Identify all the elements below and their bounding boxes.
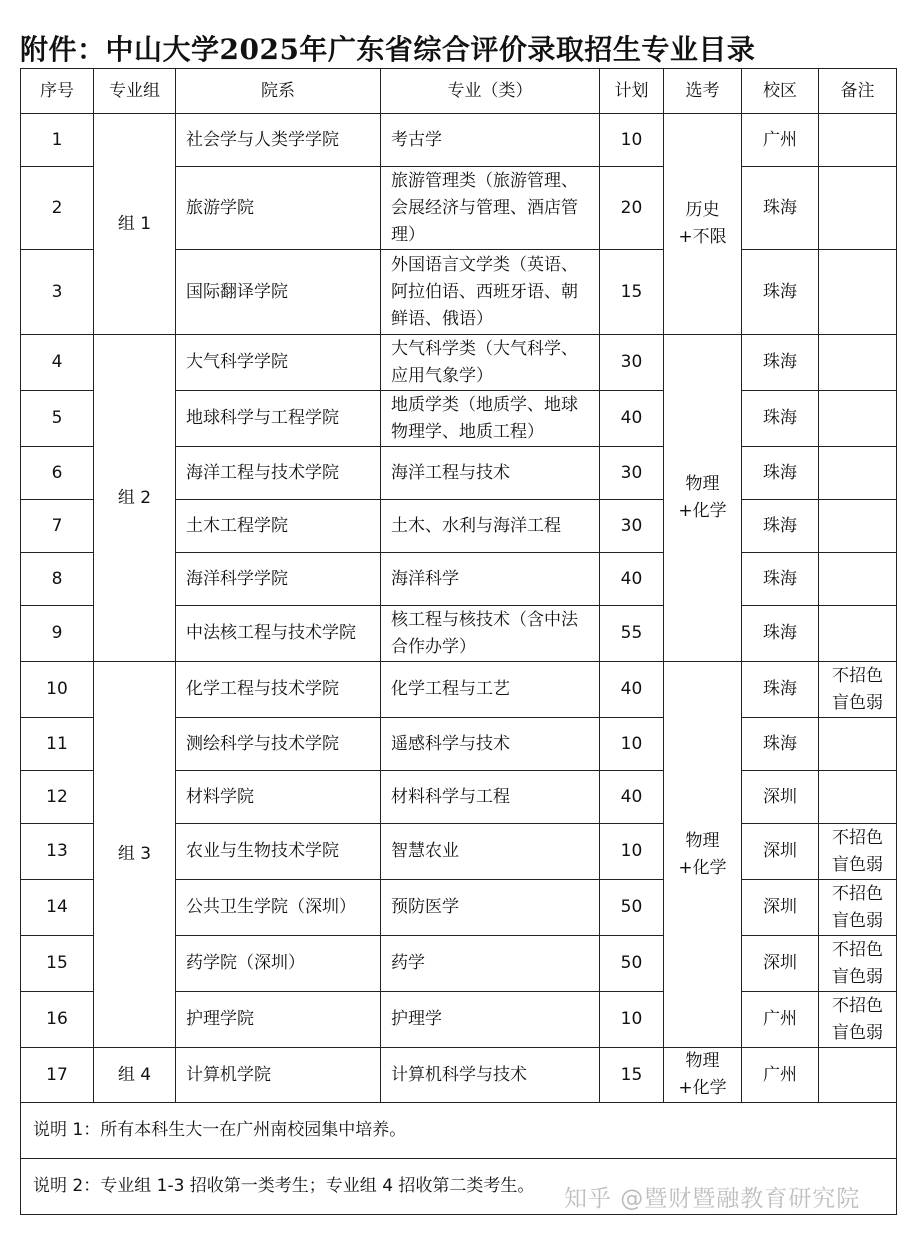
header-plan: 计划 — [600, 69, 664, 114]
note-row — [21, 1103, 897, 1159]
row-campus: 深圳 — [742, 824, 819, 880]
row-dept: 地球科学与工程学院 — [176, 391, 381, 447]
note-2: 说明 2：专业组 1-3 招收第一类考生；专业组 4 招收第二类考生。 — [21, 1159, 897, 1215]
row-major: 智慧农业 — [381, 824, 600, 880]
row-campus: 深圳 — [742, 936, 819, 992]
subjects-cell: 历史+不限 — [664, 114, 742, 335]
row-no: 12 — [21, 771, 94, 824]
row-campus: 珠海 — [742, 335, 819, 391]
row-campus: 珠海 — [742, 250, 819, 335]
row-plan: 40 — [600, 662, 664, 718]
row-major: 土木、水利与海洋工程 — [381, 500, 600, 553]
row-plan: 55 — [600, 606, 664, 662]
row-plan: 40 — [600, 553, 664, 606]
row-dept: 社会学与人类学学院 — [176, 114, 381, 167]
row-remark: 不招色盲色弱 — [819, 936, 897, 992]
row-major: 旅游管理类（旅游管理、会展经济与管理、酒店管理） — [381, 167, 600, 250]
row-plan: 10 — [600, 718, 664, 771]
row-major: 药学 — [381, 936, 600, 992]
row-remark: 不招色盲色弱 — [819, 662, 897, 718]
row-plan: 40 — [600, 771, 664, 824]
row-plan: 50 — [600, 880, 664, 936]
table-header-row — [21, 69, 897, 114]
row-campus: 珠海 — [742, 391, 819, 447]
row-campus: 珠海 — [742, 500, 819, 553]
group-cell: 组 2 — [94, 335, 176, 662]
header-major: 专业（类） — [381, 69, 600, 114]
row-remark — [819, 391, 897, 447]
row-remark — [819, 447, 897, 500]
watermark: 知乎 @暨财暨融教育研究院 — [564, 1186, 861, 1212]
row-major: 核工程与核技术（含中法合作办学） — [381, 606, 600, 662]
row-dept: 旅游学院 — [176, 167, 381, 250]
row-major: 材料科学与工程 — [381, 771, 600, 824]
row-dept: 农业与生物技术学院 — [176, 824, 381, 880]
row-no: 2 — [21, 167, 94, 250]
row-dept: 护理学院 — [176, 992, 381, 1048]
row-remark — [819, 718, 897, 771]
header-campus: 校区 — [742, 69, 819, 114]
row-plan: 10 — [600, 992, 664, 1048]
row-major: 海洋科学 — [381, 553, 600, 606]
row-dept: 公共卫生学院（深圳） — [176, 880, 381, 936]
row-no: 10 — [21, 662, 94, 718]
row-no: 1 — [21, 114, 94, 167]
row-remark — [819, 250, 897, 335]
header-subjects: 选考 — [664, 69, 742, 114]
row-remark — [819, 771, 897, 824]
row-no: 13 — [21, 824, 94, 880]
major-catalog-table — [20, 68, 897, 1215]
row-plan: 40 — [600, 391, 664, 447]
row-campus: 珠海 — [742, 447, 819, 500]
row-no: 8 — [21, 553, 94, 606]
row-remark — [819, 606, 897, 662]
row-major: 预防医学 — [381, 880, 600, 936]
subjects-cell: 物理+化学 — [664, 335, 742, 662]
header-remark: 备注 — [819, 69, 897, 114]
row-remark: 不招色盲色弱 — [819, 992, 897, 1048]
row-plan: 30 — [600, 447, 664, 500]
row-remark — [819, 553, 897, 606]
row-dept: 国际翻译学院 — [176, 250, 381, 335]
row-no: 17 — [21, 1048, 94, 1103]
subjects-cell: 物理+化学 — [664, 662, 742, 1048]
header-dept: 院系 — [176, 69, 381, 114]
row-no: 5 — [21, 391, 94, 447]
row-remark — [819, 335, 897, 391]
row-dept: 测绘科学与技术学院 — [176, 718, 381, 771]
row-no: 7 — [21, 500, 94, 553]
row-campus: 珠海 — [742, 553, 819, 606]
row-dept: 化学工程与技术学院 — [176, 662, 381, 718]
row-no: 15 — [21, 936, 94, 992]
row-campus: 珠海 — [742, 662, 819, 718]
row-remark — [819, 500, 897, 553]
row-no: 16 — [21, 992, 94, 1048]
row-plan: 50 — [600, 936, 664, 992]
row-no: 4 — [21, 335, 94, 391]
row-major: 遥感科学与技术 — [381, 718, 600, 771]
row-dept: 海洋科学学院 — [176, 553, 381, 606]
row-major: 外国语言文学类（英语、阿拉伯语、西班牙语、朝鲜语、俄语） — [381, 250, 600, 335]
row-campus: 广州 — [742, 114, 819, 167]
row-dept: 药学院（深圳） — [176, 936, 381, 992]
row-dept: 材料学院 — [176, 771, 381, 824]
row-campus: 广州 — [742, 992, 819, 1048]
header-no: 序号 — [21, 69, 94, 114]
group-cell: 组 3 — [94, 662, 176, 1048]
row-plan: 30 — [600, 500, 664, 553]
row-dept: 大气科学学院 — [176, 335, 381, 391]
row-dept: 海洋工程与技术学院 — [176, 447, 381, 500]
row-no: 11 — [21, 718, 94, 771]
row-no: 6 — [21, 447, 94, 500]
row-major: 考古学 — [381, 114, 600, 167]
group-cell: 组 4 — [94, 1048, 176, 1103]
row-campus: 深圳 — [742, 771, 819, 824]
row-no: 9 — [21, 606, 94, 662]
row-dept: 中法核工程与技术学院 — [176, 606, 381, 662]
row-no: 14 — [21, 880, 94, 936]
table-row — [21, 335, 897, 391]
row-campus: 珠海 — [742, 167, 819, 250]
row-campus: 珠海 — [742, 718, 819, 771]
row-major: 化学工程与工艺 — [381, 662, 600, 718]
row-plan: 30 — [600, 335, 664, 391]
note-1: 说明 1：所有本科生大一在广州南校园集中培养。 — [21, 1103, 897, 1159]
row-campus: 广州 — [742, 1048, 819, 1103]
table-row — [21, 1048, 897, 1103]
table-row — [21, 114, 897, 167]
row-plan: 15 — [600, 1048, 664, 1103]
row-major: 大气科学类（大气科学、应用气象学） — [381, 335, 600, 391]
row-remark: 不招色盲色弱 — [819, 880, 897, 936]
row-campus: 珠海 — [742, 606, 819, 662]
row-remark: 不招色盲色弱 — [819, 824, 897, 880]
header-group: 专业组 — [94, 69, 176, 114]
row-dept: 计算机学院 — [176, 1048, 381, 1103]
row-major: 护理学 — [381, 992, 600, 1048]
row-remark — [819, 1048, 897, 1103]
row-major: 海洋工程与技术 — [381, 447, 600, 500]
row-plan: 20 — [600, 167, 664, 250]
subjects-cell: 物理+化学 — [664, 1048, 742, 1103]
row-major: 地质学类（地质学、地球物理学、地质工程） — [381, 391, 600, 447]
row-campus: 深圳 — [742, 880, 819, 936]
row-dept: 土木工程学院 — [176, 500, 381, 553]
group-cell: 组 1 — [94, 114, 176, 335]
row-plan: 15 — [600, 250, 664, 335]
row-remark — [819, 114, 897, 167]
page-title: 附件：中山大学2025年广东省综合评价录取招生专业目录 — [20, 33, 756, 66]
row-no: 3 — [21, 250, 94, 335]
row-major: 计算机科学与技术 — [381, 1048, 600, 1103]
table-row — [21, 662, 897, 718]
row-remark — [819, 167, 897, 250]
row-plan: 10 — [600, 114, 664, 167]
row-plan: 10 — [600, 824, 664, 880]
